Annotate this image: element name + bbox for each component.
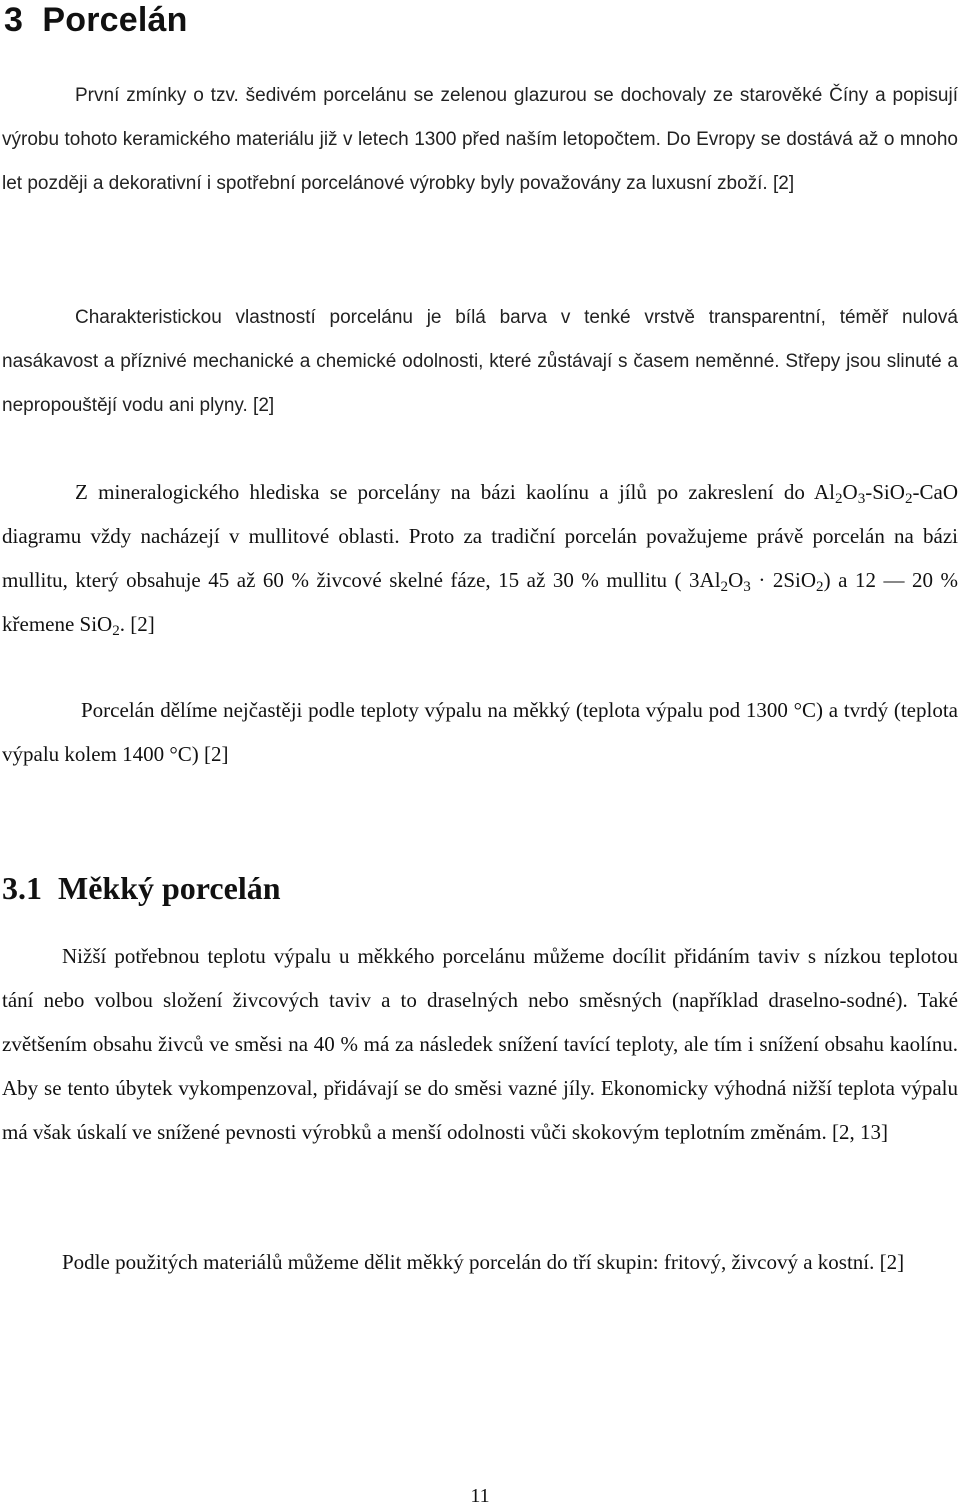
paragraph-soft-porcelain: Nižší potřebnou teplotu výpalu u měkkého porcelánu můžeme docílit přidáním taviv s nízkou teplotou tání nebo volbou složení živcových taviv a to draselných nebo směsných (například draselno-sodné). Také zvětšením obsahu živců ve směsi na 40 % má za následek snížení tavící teploty, ale tím i snížení obsahu kaolínu. Aby se tento úbytek vykompenzoval, přidávají se do směsi vazné jíly. Ekonomicky výhodná nižší teplota výpalu má však úskalí ve snížené pevnosti výrobků a menší odolnosti vůči skokovým teplotním změnám. [2, 13] [2,944,958,1144]
paragraph-history: První zmínky o tzv. šedivém porcelánu se zelenou glazurou se dochovaly ze starověké Číny a popisují výrobu tohoto keramického materiálu již v letech 1300 před naším letopočtem. Do Evropy se dostává až o mnoho let později a dekorativní i spotřební porcelánové výrobky byly považovány za luxusní zboží. [2] [2,85,958,194]
chapter-number: 3 [4,1,24,39]
section-title: Měkký porcelán [58,870,281,906]
paragraph-groups: Podle použitých materiálů můžeme dělit měkký porcelán do tří skupin: fritový, živcový a kostní. [2] [62,1250,905,1274]
chapter-heading [4,0,188,40]
page-number: 11 [470,1485,490,1507]
paragraph-mineralogy: Z mineralogického hlediska se porcelány na bázi kaolínu a jílů po zakreslení do $Al_2O_3-SiO_2$-CaO diagramu vždy nacházejí v mullitové oblasti. Proto za tradiční porcelán považujeme právě porcelán na bázi mullitu, který obsahuje 45 až 60 % živcové skelné fáze, 15 až 30 % mullitu ( $3Al_2O_3 \cdot 2SiO_2$) a 12 — 20 % křemene SiO$_2$. [2] [2,480,958,639]
paragraph-classification: Porcelán dělíme nejčastěji podle teploty výpalu na měkký (teplota výpalu pod 1300 °C) a tvrdý (teplota výpalu kolem 1400 °C) [2] [2,698,958,766]
section-heading [2,868,281,908]
chapter-title: Porcelán [42,1,188,39]
section-number: 3.1 [2,870,42,906]
paragraph-properties: Charakteristickou vlastností porcelánu je bílá barva v tenké vrstvě transparentní, téměř nulová nasákavost a příznivé mechanické a chemické odolnosti, které zůstávají s časem neměnné. Střepy jsou slinuté a nepropouštějí vodu ani plyny. [2] [2,307,958,416]
